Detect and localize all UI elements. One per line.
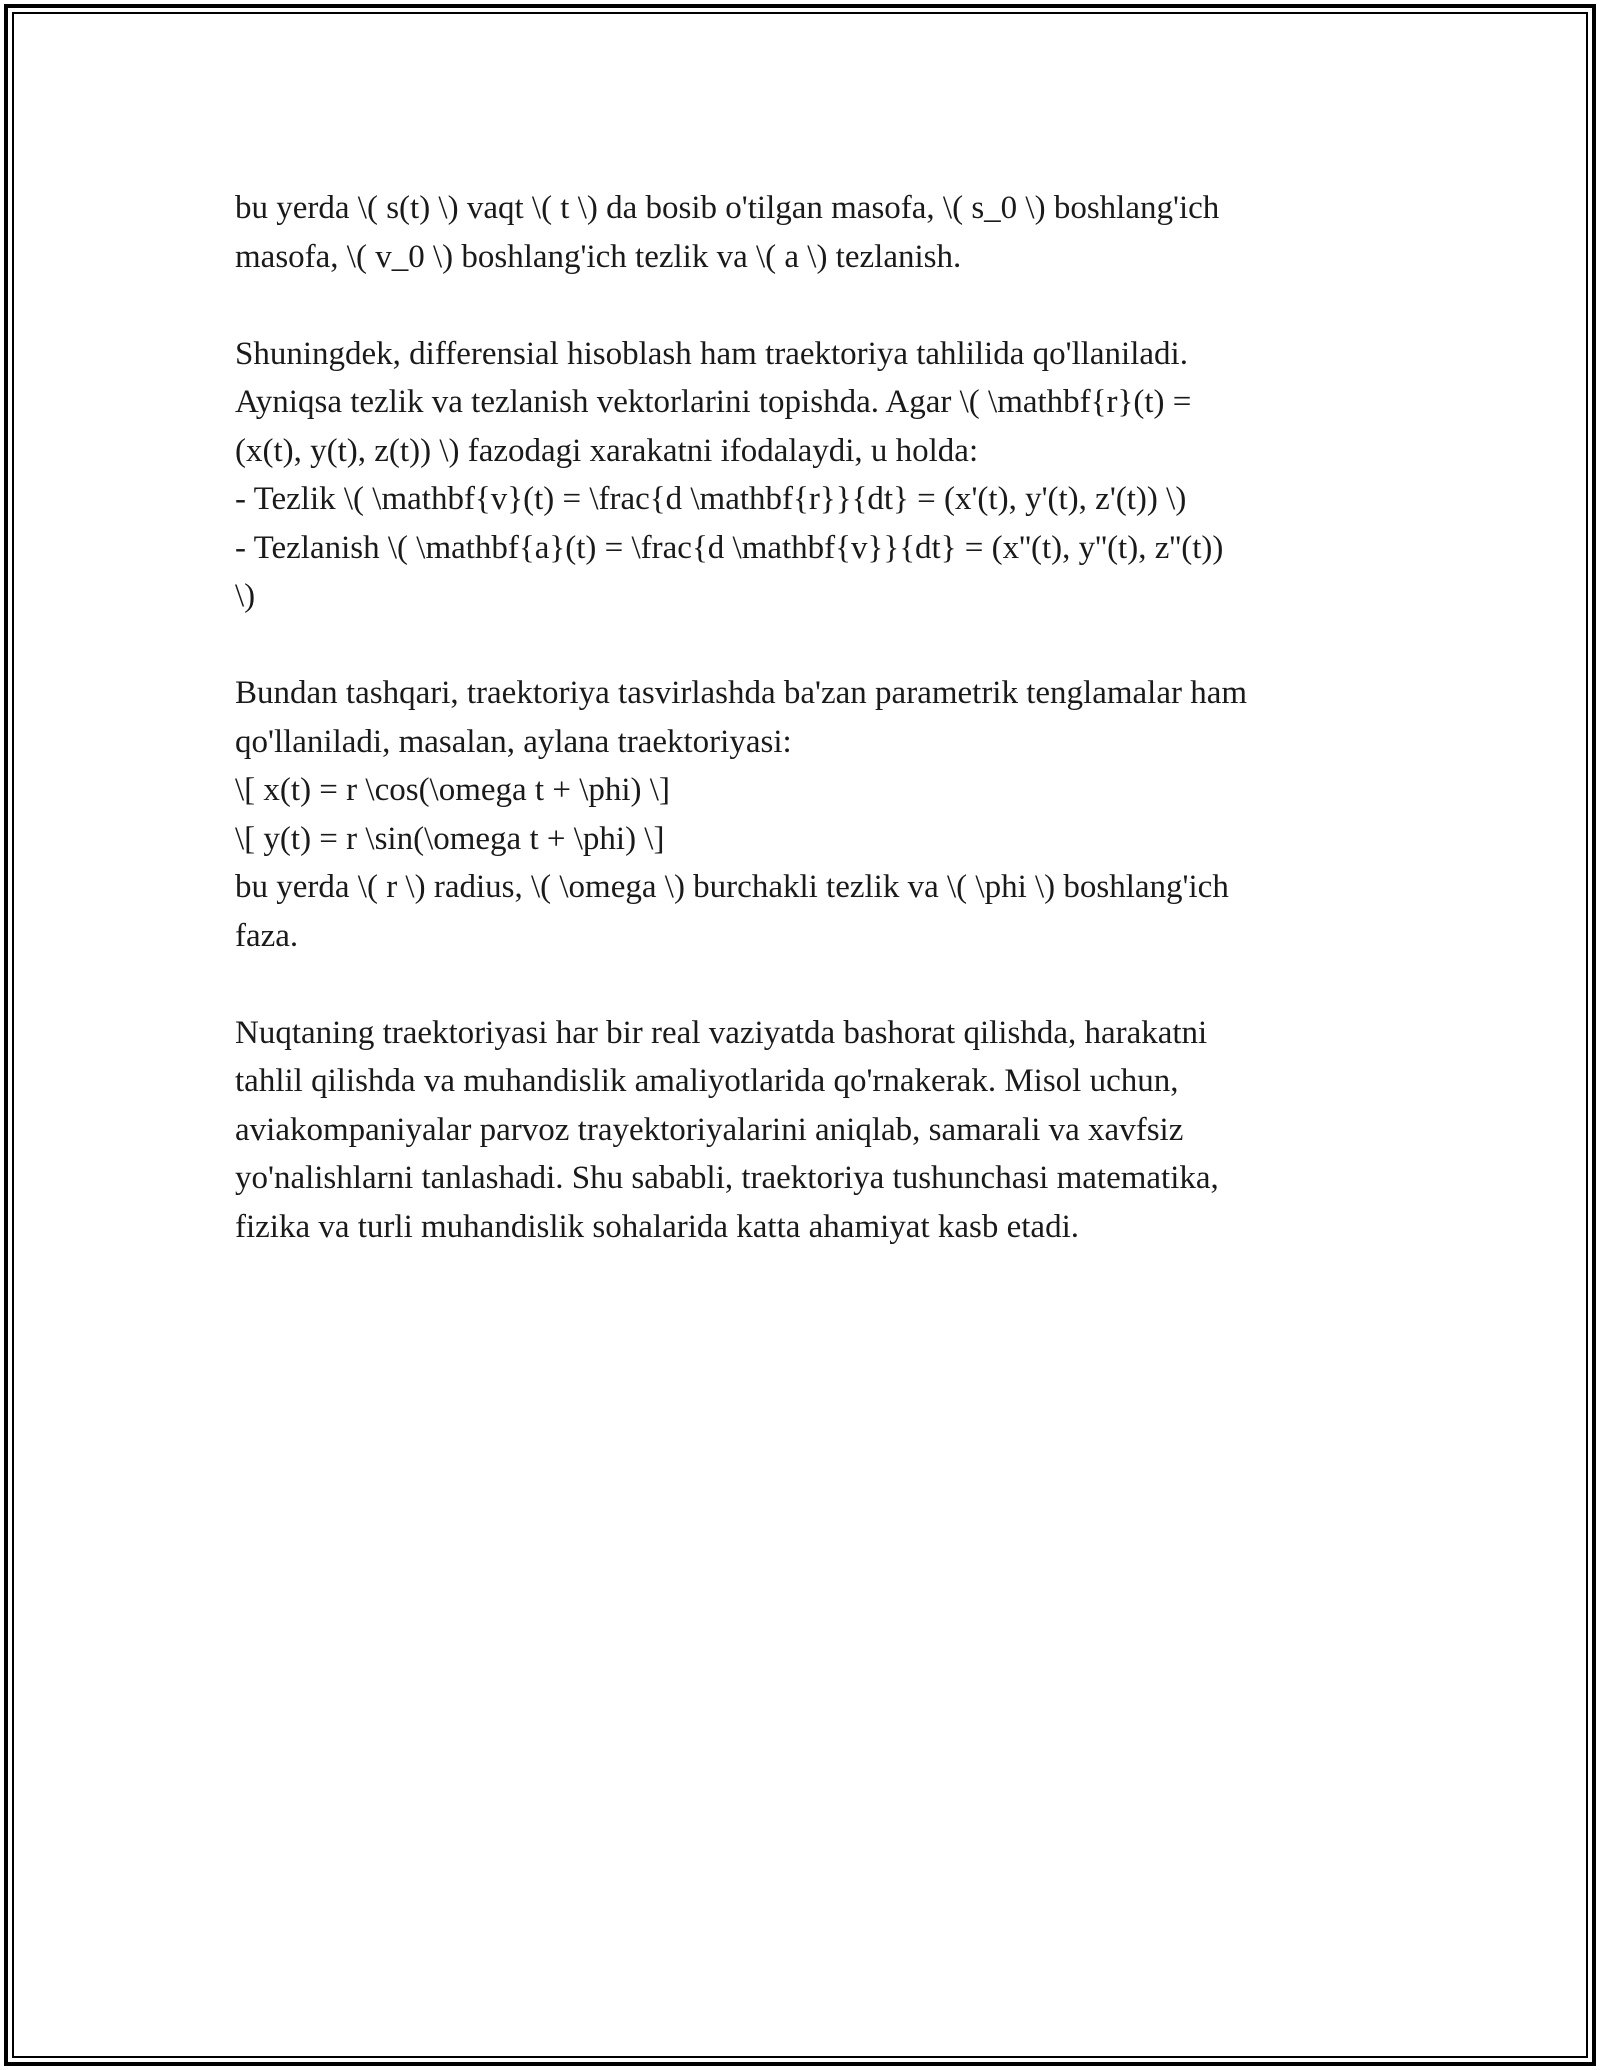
text-line: \) (235, 578, 256, 614)
text-line: bu yerda \( r \) radius, \( \omega \) burchakli tezlik va \( \phi \) boshlang'ich (235, 869, 1229, 905)
text-line: qo'llaniladi, masalan, aylana traektoriyasi: (235, 723, 792, 760)
equation-x: \[ x(t) = r \cos(\omega t + \phi) \] (235, 772, 670, 808)
text-line-acceleration: - Tezlanish \( \mathbf{a}(t) = \frac{d \mathbf{v}}{dt} = (x''(t), y''(t), z''(t)) (235, 529, 1224, 566)
text-line: (x(t), y(t), z(t)) \) fazodagi xarakatni ifodalaydi, u holda: (235, 432, 979, 469)
paragraph-differential-calculus (235, 330, 1385, 621)
text-line: bu yerda \( s(t) \) vaqt \( t \) da bosib o'tilgan masofa, \( s_0 \) boshlang'ich (235, 190, 1220, 226)
equation-y: \[ y(t) = r \sin(\omega t + \phi) \] (235, 820, 665, 857)
text-line: Bundan tashqari, traektoriya tasvirlashda ba'zan parametrik tenglamalar ham (235, 675, 1248, 711)
text-line: faza. (235, 917, 299, 954)
text-line: tahlil qilishda va muhandislik amaliyotlarida qo'rnakerak. Misol uchun, (235, 1063, 1179, 1099)
text-line: aviakompaniyalar parvoz trayektoriyalarini aniqlab, samarali va xavfsiz (235, 1111, 1184, 1148)
text-line: fizika va turli muhandislik sohalarida katta ahamiyat kasb etadi. (235, 1208, 1079, 1245)
paragraph-motion-formula-explanation (235, 184, 1385, 281)
paragraph-applications (235, 1009, 1385, 1252)
text-line: Ayniqsa tezlik va tezlanish vektorlarini topishda. Agar \( \mathbf{r}(t) = (235, 384, 1192, 420)
text-line: Nuqtaning traektoriyasi har bir real vaziyatda bashorat qilishda, harakatni (235, 1014, 1208, 1051)
text-line-velocity: - Tezlik \( \mathbf{v}(t) = \frac{d \mathbf{r}}{dt} = (x'(t), y'(t), z'(t)) \) (235, 481, 1187, 517)
paragraph-parametric-equations (235, 669, 1385, 960)
text-line: yo'nalishlarni tanlashadi. Shu sababli, traektoriya tushunchasi matematika, (235, 1160, 1219, 1196)
document-body (235, 184, 1385, 1300)
text-line: Shuningdek, differensial hisoblash ham traektoriya tahlilida qo'llaniladi. (235, 335, 1188, 372)
text-line: masofa, \( v_0 \) boshlang'ich tezlik va \( a \) tezlanish. (235, 238, 962, 275)
